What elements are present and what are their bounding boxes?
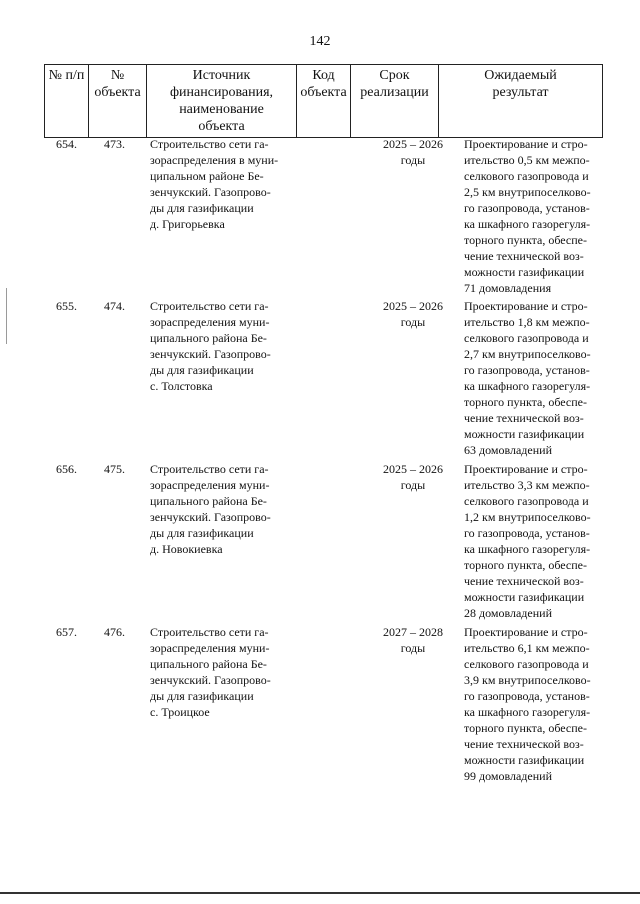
header-code: Код объекта (297, 65, 351, 138)
row-number: 655. (56, 299, 77, 313)
term-cell: 2027 – 2028 годы (383, 625, 443, 655)
source-cell: Строительство сети га- зораспределения муни- ципального района Бе- зенчукский. Газопрово- ды для газификации д. Новокиевка (150, 462, 271, 556)
source-cell: Строительство сети га- зораспределения муни- ципального района Бе- зенчукский. Газопрово- ды для газификации с. Троицкое (150, 625, 271, 719)
result-cell: Проектирование и стро- ительство 3,3 км межпо- селкового газопровода и 1,2 км внутрипоселково- го газопровода, установ- ка шкафного газорегуля- торного пункта, обеспе- чение технической воз- можности газификации 28 домовладений (464, 462, 591, 620)
object-number: 475. (104, 462, 125, 476)
object-number: 476. (104, 625, 125, 639)
row-number: 654. (56, 137, 77, 151)
object-number: 473. (104, 137, 125, 151)
page-number: 142 (309, 34, 331, 49)
term-cell: 2025 – 2026 годы (383, 462, 443, 492)
page-bottom-edge (0, 892, 640, 894)
table-header (44, 64, 603, 138)
result-cell: Проектирование и стро- ительство 6,1 км межпо- селкового газопровода и 3,9 км внутрипоселково- го газопровода, установ- ка шкафного газорегуля- торного пункта, обеспе- чение технической воз- можности газификации 99 домовладений (464, 625, 591, 783)
source-cell: Строительство сети га- зораспределения муни- ципального района Бе- зенчукский. Газопрово- ды для газификации с. Толстовка (150, 299, 271, 393)
scan-margin-mark (6, 288, 7, 344)
header-term: Срок реализации (351, 65, 439, 138)
row-number: 657. (56, 625, 77, 639)
source-cell: Строительство сети га- зораспределения в муни- ципальном районе Бе- зенчукский. Газопрово- ды для газификации д. Григорьевка (150, 137, 279, 231)
result-cell: Проектирование и стро- ительство 1,8 км межпо- селкового газопровода и 2,7 км внутрипоселково- го газопровода, установ- ка шкафного газорегуля- торного пункта, обеспе- чение технической воз- можности газификации 63 домовладений (464, 299, 591, 457)
header-object: № объекта (89, 65, 147, 138)
header-result: Ожидаемый результат (439, 65, 603, 138)
result-cell: Проектирование и стро- ительство 0,5 км межпо- селкового газопровода и 2,5 км внутрипоселково- го газопровода, установ- ка шкафного газорегуля- торного пункта, обеспе- чение технической воз- можности газификации 71 домовладения (464, 137, 591, 295)
row-number: 656. (56, 462, 77, 476)
term-cell: 2025 – 2026 годы (383, 137, 443, 167)
header-source: Источник финансирования, наименование объекта (147, 65, 297, 138)
term-cell: 2025 – 2026 годы (383, 299, 443, 329)
header-num: № п/п (45, 65, 89, 138)
object-number: 474. (104, 299, 125, 313)
